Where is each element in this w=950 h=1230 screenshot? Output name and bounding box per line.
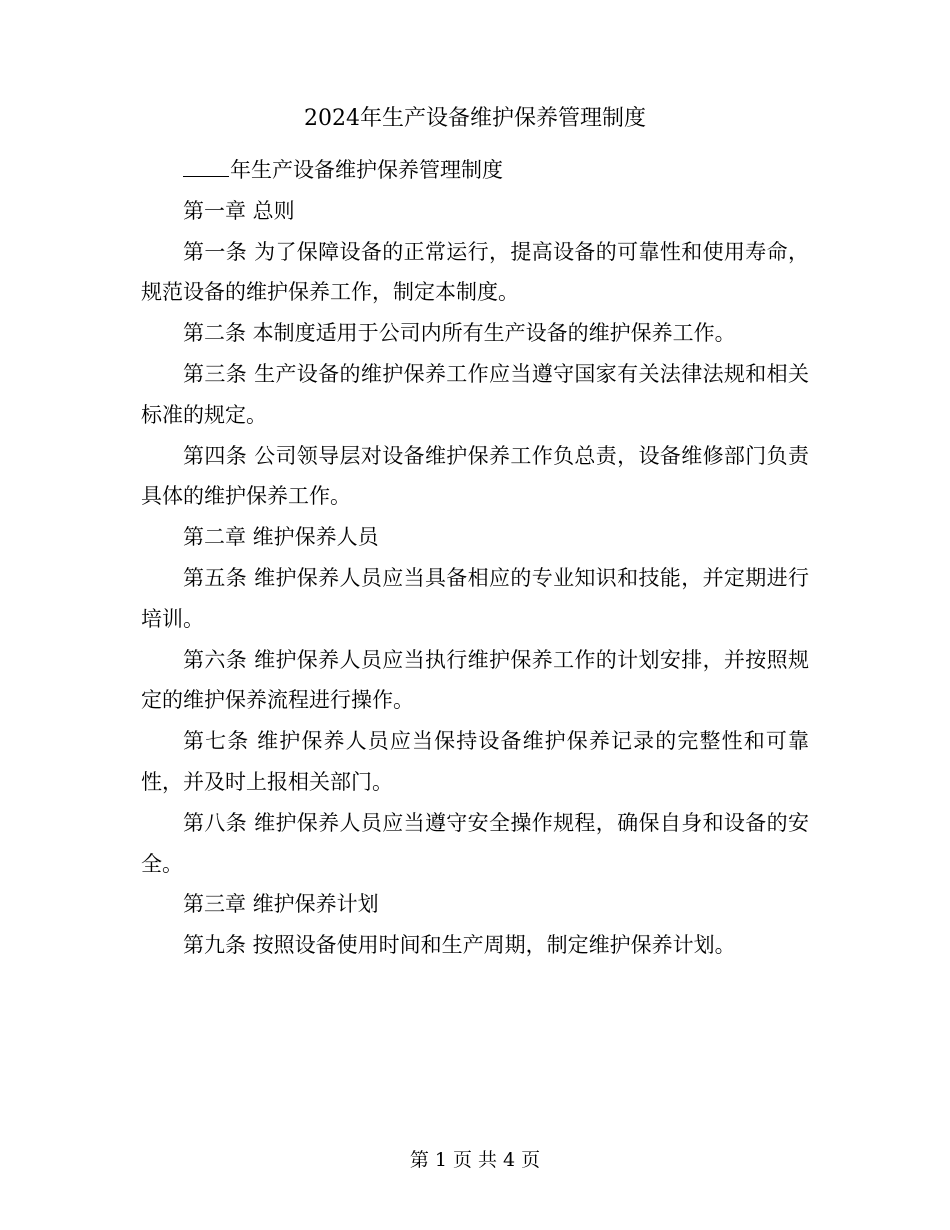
article-3: 第三条 生产设备的维护保养工作应当遵守国家有关法律法规和相关标准的规定。 [141,361,809,427]
document-title: 2024年生产设备维护保养管理制度 [304,106,646,131]
subtitle-line [141,150,809,191]
chapter-heading-3: 第三章 维护保养计划 [183,892,379,917]
chapter-heading-1: 第一章 总则 [183,198,295,223]
article-6: 第六条 维护保养人员应当执行维护保养工作的计划安排，并按照规定的维护保养流程进行操作。 [141,647,809,713]
chapter-heading-2: 第二章 维护保养人员 [183,525,379,550]
page-footer [0,1148,950,1172]
article-2: 第二条 本制度适用于公司内所有生产设备的维护保养工作。 [183,321,736,346]
current-page-number: 1 [434,1149,447,1171]
page-label-prefix: 第 [409,1149,429,1171]
document-body [141,150,809,966]
article-9: 第九条 按照设备使用时间和生产周期，制定维护保养计划。 [183,933,736,958]
article-5: 第五条 维护保养人员应当具备相应的专业知识和技能，并定期进行培训。 [141,565,809,631]
page-label-suffix: 页 [521,1149,541,1171]
article-7: 第七条 维护保养人员应当保持设备维护保养记录的完整性和可靠性，并及时上报相关部门。 [141,729,809,794]
article-8: 第八条 维护保养人员应当遵守安全操作规程，确保自身和设备的安全。 [141,810,809,876]
article-4: 第四条 公司领导层对设备维护保养工作负总责，设备维修部门负责具体的维护保养工作。 [141,443,809,509]
blank-underline [183,175,229,177]
article-1: 第一条 为了保障设备的正常运行，提高设备的可靠性和使用寿命，规范设备的维护保养工作，制定本制度。 [141,239,809,305]
page-label-mid: 页 共 [452,1149,498,1171]
subtitle-text: 年生产设备维护保养管理制度 [230,158,503,182]
total-pages-number: 4 [503,1149,516,1171]
